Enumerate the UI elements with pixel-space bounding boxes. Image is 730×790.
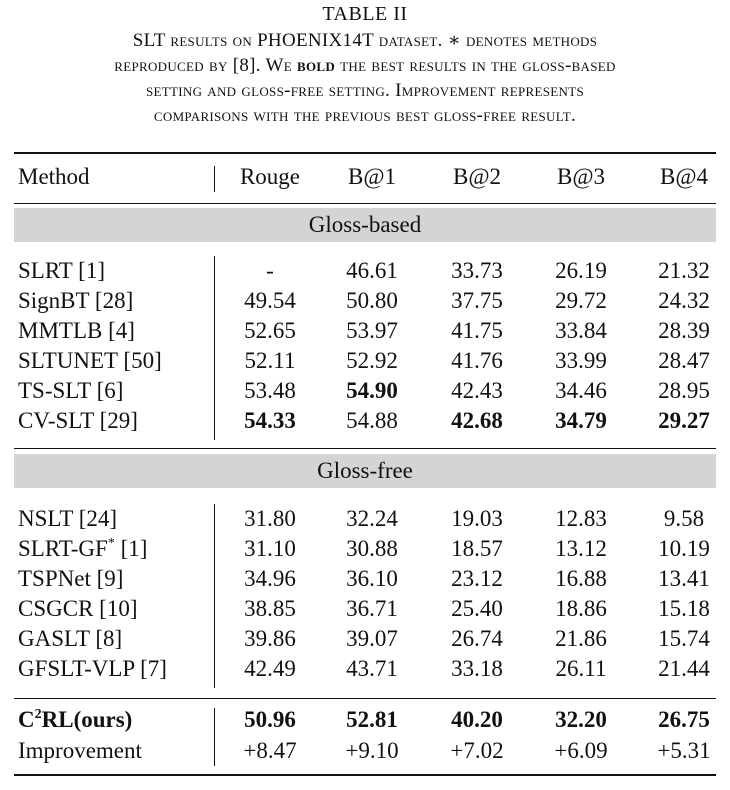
header-rouge: Rouge [239, 164, 301, 189]
table-row: TS-SLT [6] 53.48 54.90 42.43 34.46 28.95 [14, 376, 716, 406]
best-b4-value: 29.27 [658, 408, 710, 433]
section-gloss-free: Gloss-free [14, 454, 716, 488]
table-row: CV-SLT [29] 54.33 54.88 42.68 34.79 29.27 [14, 406, 716, 436]
table-row: SignBT [28] 49.54 50.80 37.75 29.72 24.32 [18, 288, 710, 313]
table-caption [0, 2, 730, 128]
table-row: MMTLB [4] 52.65 53.97 41.75 33.84 28.39 [18, 318, 710, 343]
table-row: GASLT [8] 39.86 39.07 26.74 21.86 15.74 [18, 626, 710, 651]
caption-line-4: comparisons with the previous best gloss-free result. [153, 105, 577, 126]
table-row: TSPNet [9] 34.96 36.10 23.12 16.88 13.41 [18, 566, 710, 591]
table-label: TABLE II [322, 3, 408, 25]
header-divider [214, 166, 215, 192]
ours-row: $C^2RL(ours)$ 50.96 52.81 40.20 32.20 26.75 [18, 707, 710, 732]
best-b3-value: 34.79 [555, 408, 607, 433]
table-row: SLTUNET [50] 52.11 52.92 41.76 33.99 28.47 [18, 348, 710, 373]
table-row: SLRT [1] - 46.61 33.73 26.19 21.32 [18, 258, 710, 283]
best-rouge-value: 54.33 [244, 408, 296, 433]
table-row: CSGCR [10] 38.85 36.71 25.40 18.86 15.18 [18, 596, 710, 621]
header-b4: B@4 [659, 164, 709, 189]
caption-line-3: setting and gloss-free setting. Improvement represents [146, 80, 584, 101]
header-b1: B@1 [347, 164, 397, 189]
best-b1-value: 54.90 [346, 378, 398, 403]
caption-line-1: SLT results on PHOENIX14T dataset. ∗ denotes methods [132, 30, 598, 51]
table-row: SLRT-GF* [1] 31.10 30.88 18.57 13.12 10.19 [18, 536, 710, 561]
caption-line-2: reproduced by [8]. We bold the best results in the gloss-based [114, 55, 616, 76]
header-row [14, 162, 716, 192]
section-gloss-based: Gloss-based [14, 208, 716, 242]
header-rule [14, 203, 716, 204]
header-b3: B@3 [556, 164, 606, 189]
top-rule [14, 152, 716, 154]
header-b2: B@2 [452, 164, 502, 189]
gloss-based-rule [14, 448, 716, 449]
bottom-rule [14, 774, 716, 776]
caption-text [0, 28, 730, 128]
gloss-free-rule [14, 698, 716, 699]
table-row: GFSLT-VLP [7] 42.49 43.71 33.18 26.11 21.44 [18, 656, 710, 681]
header-method: Method [18, 164, 90, 189]
improvement-row: Improvement +8.47 +9.10 +7.02 +6.09 +5.31 [18, 738, 711, 763]
table-row: NSLT [24] 31.80 32.24 19.03 12.83 9.58 [18, 506, 705, 531]
best-b2-value: 42.68 [451, 408, 503, 433]
